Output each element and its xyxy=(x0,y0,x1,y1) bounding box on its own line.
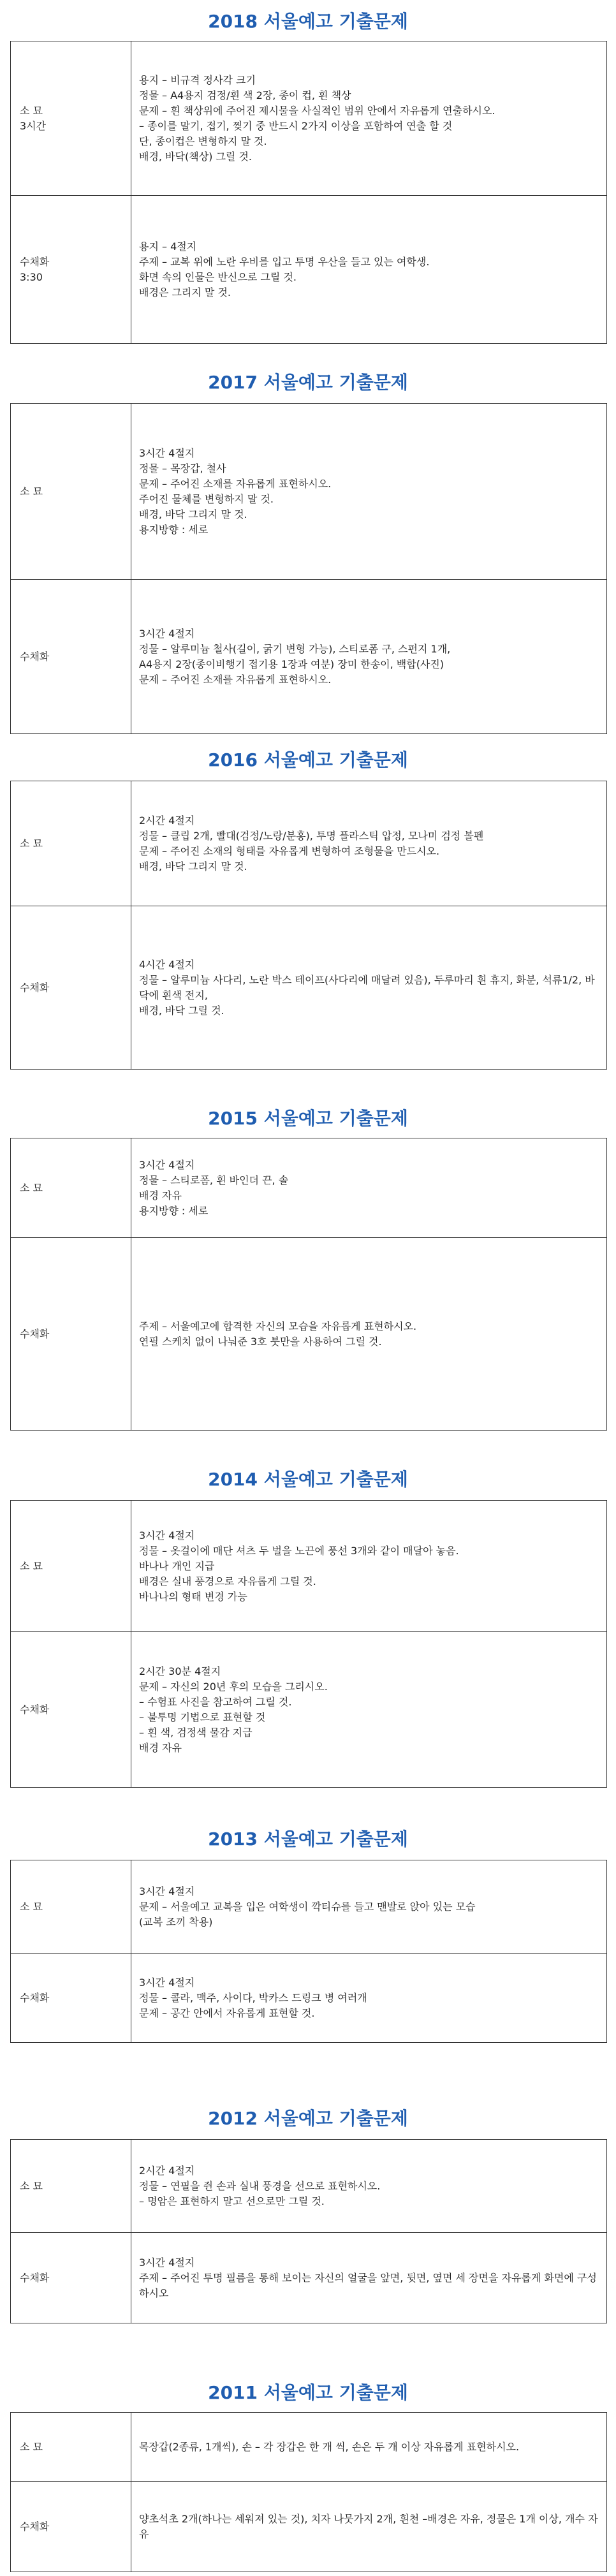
table-row xyxy=(11,781,607,906)
description-line: – 명암은 표현하지 말고 선으로만 그릴 것. xyxy=(139,2195,325,2207)
description-line: 2시간 4절지 xyxy=(139,2164,195,2177)
description-line: 3시간 4절지 xyxy=(139,627,195,640)
description-line: 정물 – A4용지 검정/흰 색 2장, 종이 컵, 흰 책상 xyxy=(139,89,351,101)
description-line: 3시간 4절지 xyxy=(139,1158,195,1171)
table-row xyxy=(11,1954,607,2043)
subject-label: 소 묘 xyxy=(20,485,43,497)
section-title-2014: 2014 서울예고 기출문제 xyxy=(208,1469,408,1490)
table-row xyxy=(11,2140,607,2233)
description-line: 정물 – 알루미늄 사다리, 노란 박스 테이프(사다리에 매달려 있음), 두루마리 흰 휴지, 화분, 석류1/2, 바닥에 흰색 전지, xyxy=(139,973,595,1001)
description-line: 3시간 4절지 xyxy=(139,1529,195,1542)
description-line: 3시간 4절지 xyxy=(139,2256,195,2269)
description-line: 바나나 개인 지급 xyxy=(139,1559,215,1572)
description-line: 3시간 4절지 xyxy=(139,1885,195,1897)
subject-label: 수채화 xyxy=(20,2520,50,2533)
subject-label: 수채화 xyxy=(20,1991,50,2004)
description-line: 배경 자유 xyxy=(139,1189,182,1202)
description-line: 문제 – 공간 안에서 자유롭게 표현할 것. xyxy=(139,2006,315,2019)
section-title-2017: 2017 서울예고 기출문제 xyxy=(208,372,408,393)
description-cell xyxy=(131,1138,607,1238)
table-row xyxy=(11,580,607,734)
subject-label: 소 묘 xyxy=(20,2179,43,2192)
description-line: 배경, 바닥 그리지 말 것. xyxy=(139,508,247,520)
description-line: 정물 – 알루미늄 철사(길이, 굵기 변형 가능), 스티로폼 구, 스펀지 1개, xyxy=(139,642,451,655)
description-line: 문제 – 주어진 소재의 형태를 자유롭게 변형하여 조형물을 만드시오. xyxy=(139,844,440,857)
description-line: 용지방향 : 세로 xyxy=(139,523,209,536)
table-row xyxy=(11,196,607,344)
table-row xyxy=(11,404,607,580)
description-line: 정물 – 목장갑, 철사 xyxy=(139,462,226,475)
description-line: (교복 조끼 착용) xyxy=(139,1915,213,1928)
description-cell xyxy=(131,781,607,906)
description-line: 연필 스케치 없이 나눠준 3호 붓만을 사용하여 그릴 것. xyxy=(139,1335,382,1348)
subject-cell xyxy=(11,1238,131,1431)
description-cell xyxy=(131,1501,607,1632)
subject-cell xyxy=(11,1138,131,1238)
subject-label: 수채화 xyxy=(20,2271,50,2284)
description-line: 문제 – 주어진 소재를 자유롭게 표현하시오. xyxy=(139,477,332,490)
subject-label: 수채화 xyxy=(20,981,50,994)
description-line: 주어진 물체를 변형하지 말 것. xyxy=(139,492,274,505)
description-line: 용지 – 비규격 정사각 크기 xyxy=(139,73,256,86)
section-title-2016: 2016 서울예고 기출문제 xyxy=(208,749,408,770)
description-line: 3시간 4절지 xyxy=(139,446,195,459)
description-line: 배경, 바닥(책상) 그릴 것. xyxy=(139,150,253,163)
subject-cell xyxy=(11,781,131,906)
description-line: 2시간 30분 4절지 xyxy=(139,1665,221,1677)
description-line: 용지방향 : 세로 xyxy=(139,1204,209,1217)
description-cell xyxy=(131,1860,607,1954)
description-cell xyxy=(131,906,607,1070)
subject-label: 소 묘 xyxy=(20,1181,43,1194)
subject-cell xyxy=(11,1954,131,2043)
description-line: 문제 – 흰 책상위에 주어진 제시물을 사실적인 범위 안에서 자유롭게 연출하시오. xyxy=(139,104,495,117)
description-cell xyxy=(131,2482,607,2572)
description-line: 정물 – 콜라, 맥주, 사이다, 박카스 드링크 병 여러개 xyxy=(139,1991,367,2004)
description-cell xyxy=(131,2413,607,2482)
description-line: – 종이를 말기, 접기, 찢기 중 반드시 2가지 이상을 포함하여 연출 할 것 xyxy=(139,119,453,132)
description-cell xyxy=(131,1238,607,1431)
exam-table-2012 xyxy=(10,2139,607,2323)
exam-table-2018 xyxy=(10,41,607,344)
subject-duration: 3:30 xyxy=(20,270,43,283)
description-line: 주제 – 교복 위에 노란 우비를 입고 투명 우산을 들고 있는 여학생. xyxy=(139,255,430,268)
subject-cell xyxy=(11,404,131,580)
exam-table-2016 xyxy=(10,781,607,1070)
description-line: 배경은 실내 풍경으로 자유롭게 그릴 것. xyxy=(139,1575,316,1587)
subject-label: 소 묘 xyxy=(20,837,43,850)
exam-table-2011 xyxy=(10,2412,607,2572)
subject-cell xyxy=(11,580,131,734)
description-line: 정물 – 옷걸이에 매단 셔츠 두 벌을 노끈에 풍선 3개와 같이 매달아 놓음. xyxy=(139,1544,459,1557)
description-line: 용지 – 4절지 xyxy=(139,240,197,253)
description-line: – 흰 색, 검정색 물감 지급 xyxy=(139,1726,253,1739)
subject-label: 소 묘 xyxy=(20,104,43,117)
exam-table-2015 xyxy=(10,1138,607,1431)
description-line: A4용지 2장(종이비행기 접기용 1장과 여분) 장미 한송이, 백합(사진) xyxy=(139,658,444,670)
description-line: 배경은 그리지 말 것. xyxy=(139,286,231,298)
description-line: 주제 – 서울예고에 합격한 자신의 모습을 자유롭게 표현하시오. xyxy=(139,1320,417,1332)
table-row xyxy=(11,2413,607,2482)
description-line: 정물 – 연필을 쥔 손과 실내 풍경을 선으로 표현하시오. xyxy=(139,2179,381,2192)
description-line: 목장갑(2종류, 1개씩), 손 – 각 장갑은 한 개 씩, 손은 두 개 이상 자유롭게 표현하시오. xyxy=(139,2440,520,2453)
description-line: 문제 – 주어진 소재를 자유롭게 표현하시오. xyxy=(139,673,332,686)
exam-table-2014 xyxy=(10,1500,607,1788)
subject-label: 수채화 xyxy=(20,1703,50,1716)
description-line: 단, 종이컵은 변형하지 말 것. xyxy=(139,135,267,147)
description-line: 3시간 4절지 xyxy=(139,1976,195,1989)
description-line: 주제 – 주어진 투명 필름을 통해 보이는 자신의 얼굴을 앞면, 뒷면, 옆면 세 장면을 자유롭게 화면에 구성하시오 xyxy=(139,2271,597,2299)
description-cell xyxy=(131,1632,607,1788)
description-line: 문제 – 서울예고 교복을 입은 여학생이 깍티슈를 들고 맨발로 앉아 있는 모습 xyxy=(139,1900,476,1913)
subject-cell xyxy=(11,2413,131,2482)
exam-table-2013 xyxy=(10,1860,607,2043)
table-row xyxy=(11,1501,607,1632)
table-row xyxy=(11,41,607,196)
description-line: 4시간 4절지 xyxy=(139,958,195,971)
subject-cell xyxy=(11,2482,131,2572)
description-line: – 불투명 기법으로 표현할 것 xyxy=(139,1711,266,1723)
description-line: 바나나의 형태 변경 가능 xyxy=(139,1590,247,1603)
subject-cell xyxy=(11,2233,131,2323)
description-line: 문제 – 자신의 20년 후의 모습을 그리시오. xyxy=(139,1680,328,1693)
description-line: 배경, 바닥 그릴 것. xyxy=(139,1004,224,1017)
description-cell xyxy=(131,2233,607,2323)
table-row xyxy=(11,1632,607,1788)
description-cell xyxy=(131,196,607,344)
description-line: 2시간 4절지 xyxy=(139,814,195,827)
description-cell xyxy=(131,404,607,580)
subject-cell xyxy=(11,906,131,1070)
description-line: 정물 – 클립 2개, 빨대(검정/노랑/분홍), 투명 플라스틱 압정, 모나미 검정 볼펜 xyxy=(139,829,484,842)
section-title-2013: 2013 서울예고 기출문제 xyxy=(208,1829,408,1850)
description-line: 화면 속의 인물은 반신으로 그릴 것. xyxy=(139,270,297,283)
subject-label: 수채화 xyxy=(20,1327,50,1340)
section-title-2018: 2018 서울예고 기출문제 xyxy=(208,11,408,32)
table-row xyxy=(11,906,607,1070)
table-row xyxy=(11,1238,607,1431)
exam-table-2017 xyxy=(10,403,607,734)
subject-label: 소 묘 xyxy=(20,2440,43,2453)
subject-label: 소 묘 xyxy=(20,1900,43,1913)
subject-label: 수채화 xyxy=(20,650,50,663)
subject-label: 수채화 xyxy=(20,255,50,268)
subject-cell xyxy=(11,196,131,344)
subject-duration: 3시간 xyxy=(20,119,47,132)
section-title-2011: 2011 서울예고 기출문제 xyxy=(208,2382,408,2403)
table-row xyxy=(11,1860,607,1954)
subject-cell xyxy=(11,41,131,196)
description-line: 배경 자유 xyxy=(139,1741,182,1754)
description-cell xyxy=(131,1954,607,2043)
description-cell xyxy=(131,580,607,734)
section-title-2015: 2015 서울예고 기출문제 xyxy=(208,1108,408,1129)
subject-cell xyxy=(11,1501,131,1632)
description-line: 정물 – 스티로폼, 흰 바인더 끈, 솔 xyxy=(139,1174,289,1186)
table-row xyxy=(11,2482,607,2572)
subject-label: 소 묘 xyxy=(20,1559,43,1572)
description-cell xyxy=(131,41,607,196)
section-title-2012: 2012 서울예고 기출문제 xyxy=(208,2108,408,2129)
description-line: – 수험표 사진을 참고하여 그릴 것. xyxy=(139,1695,292,1708)
subject-cell xyxy=(11,1860,131,1954)
table-row xyxy=(11,2233,607,2323)
subject-cell xyxy=(11,2140,131,2233)
table-row xyxy=(11,1138,607,1238)
subject-cell xyxy=(11,1632,131,1788)
description-line: 배경, 바닥 그리지 말 것. xyxy=(139,860,247,872)
description-line: 양초석초 2개(하나는 세워져 있는 것), 치자 나뭇가지 2개, 흰천 –배경은 자유, 정물은 1개 이상, 개수 자유 xyxy=(139,2512,598,2540)
description-cell xyxy=(131,2140,607,2233)
